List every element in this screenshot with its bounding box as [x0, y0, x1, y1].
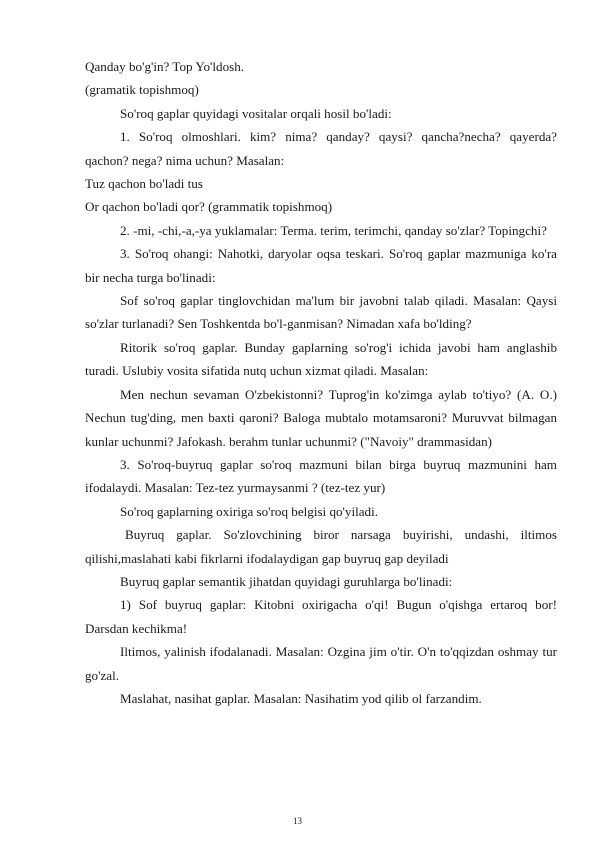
- paragraph: Tuz qachon bo'ladi tus: [85, 176, 203, 192]
- paragraph: 3. So'roq ohangi: Nahotki, daryolar oqsa teskari. So'roq gaplar mazmuniga ko'ra bir necha turga bo'linadi:: [85, 246, 557, 285]
- page-number: 13: [293, 816, 302, 826]
- paragraph: So'roq gaplar quyidagi vositalar orqali hosil bo'ladi:: [120, 105, 392, 121]
- paragraph: Iltimos, yalinish ifodalanadi. Masalan: Ozgina jim o'tir. O'n to'qqizdan oshmay tur go'zal.: [85, 644, 557, 683]
- paragraph: Buyruq gaplar. So'zlovchining biror narsaga buyirishi, undashi, iltimos qilishi,maslahati kabi fikrlarni ifodalaydigan gap buyruq gap deyiladi: [85, 527, 557, 566]
- paragraph: 1. So'roq olmoshlari. kim? nima? qanday? qaysi? qancha?necha? qayerda? qachon? nega? nima uchun? Masalan:: [85, 129, 557, 168]
- paragraph: 3. So'roq-buyruq gaplar so'roq mazmuni bilan birga buyruq mazmunini ham ifodalaydi. Masalan: Tez-tez yurmaysanmi ? (tez-tez yur): [85, 456, 557, 496]
- paragraph: Men nechun sevaman O'zbekistonni? Tuprog'in ko'zimga aylab to'tiyo? (A. O.) Nechun tug'ding, men baxti qaroni? Baloga mubtalo motamsaroni? Muruvvat bilmagan kunlar uchunmi? Jafokash. berahm tunlar uchunmi? ("Navoiy" drammasidan): [85, 386, 557, 449]
- paragraph: Ritorik so'roq gaplar. Bunday gaplarning so'rog'i ichida javobi ham anglashib turadi. Uslubiy vosita sifatida nutq uchun xizmat qiladi. Masalan:: [85, 339, 557, 379]
- document-body: [85, 55, 557, 710]
- paragraph: So'roq gaplarning oxiriga so'roq belgisi qo'yiladi.: [120, 503, 379, 519]
- paragraph: (gramatik topishmoq): [85, 82, 199, 98]
- paragraph: Buyruq gaplar semantik jihatdan quyidagi guruhlarga bo'linadi:: [120, 573, 453, 589]
- paragraph: Maslahat, nasihat gaplar. Masalan: Nasihatim yod qilib ol farzandim.: [120, 690, 482, 706]
- paragraph: Qanday bo'g'in? Top Yo'ldosh.: [85, 59, 245, 74]
- paragraph: Or qachon bo'ladi qor? (grammatik topishmoq): [85, 199, 333, 215]
- paragraph: 1) Sof buyruq gaplar: Kitobni oxirigacha o'qi! Bugun o'qishga ertaroq bor! Darsdan kechikma!: [85, 597, 557, 636]
- paragraph: 2. -mi, -chi,-a,-ya yuklamalar: Terma. terim, terimchi, qanday so'zlar? Topingchi?: [120, 222, 547, 238]
- paragraph: Sof so'roq gaplar tinglovchidan ma'lum bir javobni talab qiladi. Masalan: Qaysi so'zlar turlanadi? Sen Toshkentda bo'l-ganmisan? Nimadan xafa bo'lding?: [85, 293, 557, 332]
